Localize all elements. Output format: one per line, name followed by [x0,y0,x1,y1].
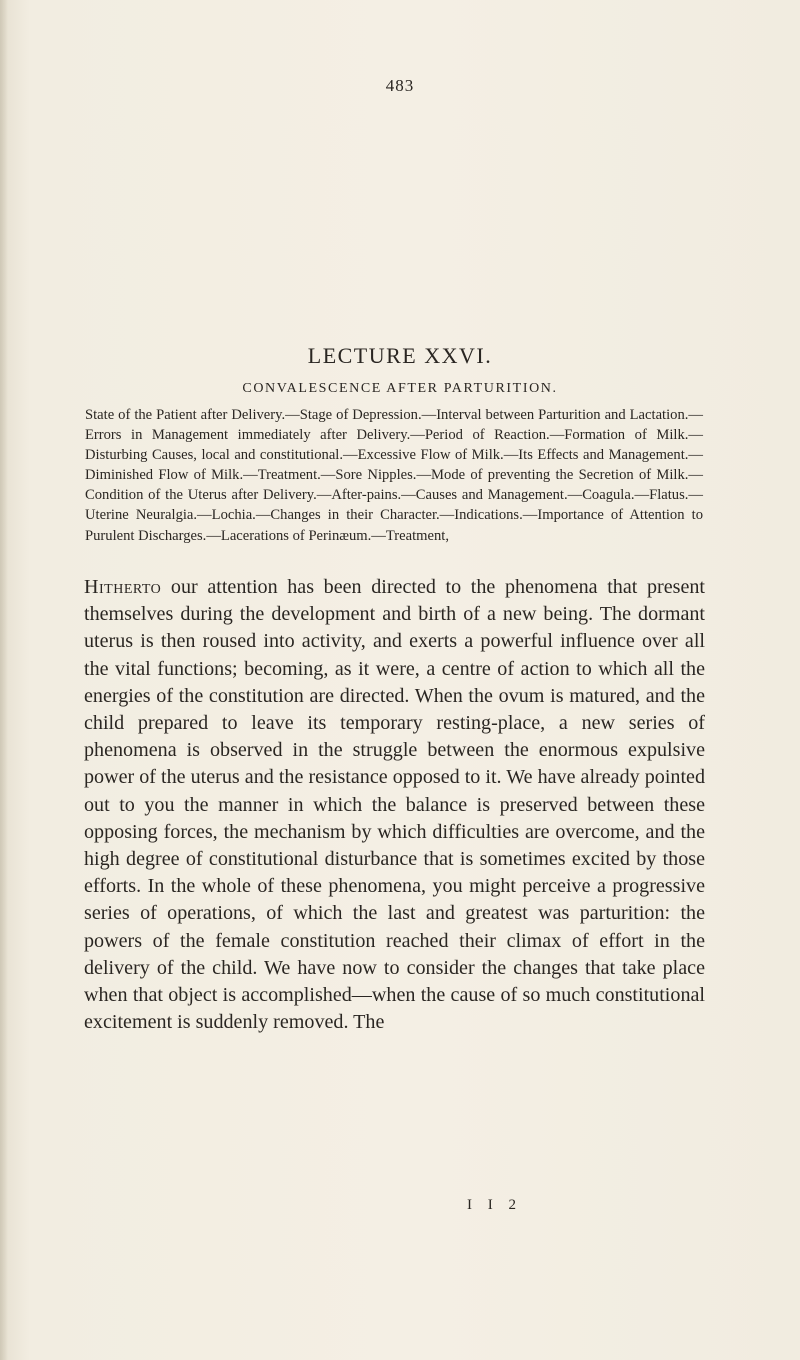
lecture-subtitle: CONVALESCENCE AFTER PARTURITION. [242,381,558,396]
body-paragraph-text: our attention has been directed to the phenomena that present themselves during the development and birth of a new being. The dormant uterus is then roused into activity, and exerts a powerful influence over all the vital functions; becoming, as it were, a centre of action to which all the energies of the constitution are directed. When the ovum is matured, and the child prepared to leave its temporary resting-place, a new series of phenomena is observed in the struggle between the enormous expulsive power of the uterus and the resistance opposed to it. We have already pointed out to you the manner in which the balance is preserved between these opposing forces, the mechanism by which difficulties are overcome, and the high degree of constitutional disturbance that is sometimes excited by those efforts. In the whole of these phenomena, you might perceive a progressive series of operations, of which the last and greatest was parturition: the powers of the female constitution reached their climax of effort in the delivery of the child. We have now to consider the changes that take place when that object is accomplished—when the cause of so much constitutional excitement is suddenly removed. The [84,576,705,1034]
lead-word: Hitherto [84,576,162,598]
lecture-title: LECTURE XXVI. [307,343,493,368]
page-number: 483 [385,76,415,95]
body-paragraph [84,574,705,1036]
signature-mark: I I 2 [467,1197,522,1213]
page-edge-shadow [0,0,8,1360]
lecture-synopsis: State of the Patient after Delivery.—Stage of Depression.—Interval between Parturition and Lactation.—Errors in Management immediately after Delivery.—Period of Reaction.—Formation of Milk.—Disturbing Causes, local and constitutional.—Excessive Flow of Milk.—Its Effects and Management.—Diminished Flow of Milk.—Treatment.—Sore Nipples.—Mode of preventing the Secretion of Milk.—Condition of the Uterus after Delivery.—After-pains.—Causes and Management.—Coagula.—Flatus.—Uterine Neuralgia.—Lochia.—Changes in their Character.—Indications.—Importance of Attention to Purulent Discharges.—Lacerations of Perinæum.—Treatment, [85,407,703,544]
